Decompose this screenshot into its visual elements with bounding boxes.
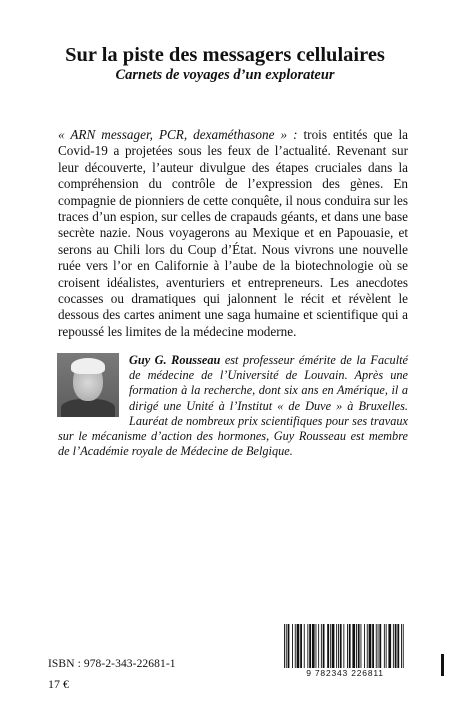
- barcode-digits: 9 782343 226811: [283, 668, 407, 678]
- isbn-text: ISBN : 978-2-343-22681-1: [48, 658, 176, 670]
- edge-mark: [441, 654, 444, 676]
- book-title: Sur la piste des messagers cellulaires: [65, 44, 385, 66]
- author-name: Guy G. Rousseau: [129, 353, 221, 367]
- author-bio: [58, 353, 408, 459]
- price-text: 17 €: [48, 677, 69, 691]
- photo-spacer: [58, 353, 120, 415]
- blurb-quote: « ARN messager, PCR, dexaméthasone » :: [58, 127, 298, 142]
- back-cover-blurb: [58, 127, 408, 340]
- blurb-text: trois entités que la Covid-19 a projetées sous les feux de l’actualité. Revenant sur leur découverte, l’auteur divulgue des étapes cruciales dans la compréhension du contrôle de l’expression des gènes. En compagnie de pionniers de cette conquête, il nous conduira sur les traces d’un espion, sur celles de crapauds géants, et dans une base secrète nazie. Nous voyagerons au Mexique et en Papouasie, et serons au Chili lors du Coup d’État. Nous vivrons une nouvelle ruée vers l’or en Californie à l’aube de la biotechnologie où se croisent idéalistes, aventuriers et entrepreneurs. Les anecdotes cocasses ou dramatiques qui jalonnent le récit et révèlent le dessous des cartes animent une saga humaine et scientifique qui a repoussé les limites de la médecine moderne.: [58, 127, 408, 339]
- book-subtitle: Carnets de voyages d’un explorateur: [115, 67, 335, 83]
- author-bio-text: est professeur émérite de la Faculté de médecine de l’Université de Louvain. Après une formation à la recherche, dont six ans en Amérique, il a dirigé une Unité à l’Institut « de Duve » à Bruxelles. Lauréat de nombreux prix scientifiques pour ses travaux sur le mécanisme d’action des hormones, Guy Rousseau est membre de l’Académie royale de Médecine de Belgique.: [58, 353, 408, 459]
